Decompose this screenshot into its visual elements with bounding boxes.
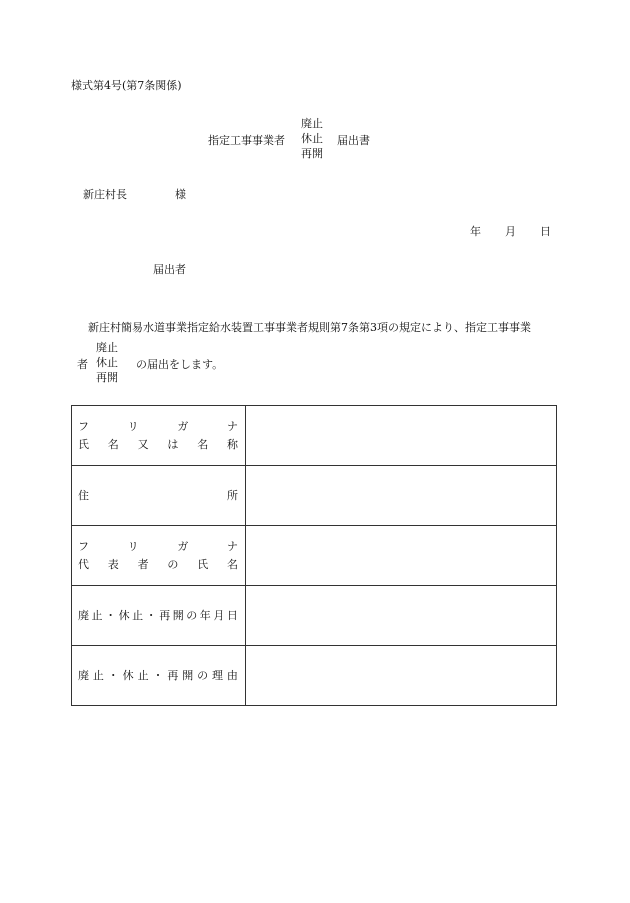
statement-suffix: の届出をします。 (136, 358, 224, 371)
title-option: 休止 (301, 132, 323, 145)
label-char: 名 (197, 438, 209, 451)
field-value[interactable] (246, 586, 557, 646)
label-char: 開 (172, 609, 184, 622)
label-char: 止 (92, 669, 104, 682)
label-char: フ (78, 540, 89, 553)
table-row-row-date (72, 586, 557, 646)
label-char: フ (78, 420, 89, 433)
label-char: 止 (132, 609, 144, 622)
label-char: ・ (105, 609, 117, 622)
field-label-line (72, 559, 245, 570)
label-char: 称 (226, 438, 238, 451)
label-char: 由 (226, 669, 238, 682)
title-suffix: 届出書 (337, 134, 370, 147)
label-char: 再 (167, 669, 179, 682)
label-char: 休 (122, 669, 134, 682)
field-label (72, 586, 246, 646)
field-label-line (72, 541, 245, 552)
addressee-name: 新庄村長 (83, 188, 127, 201)
statement-option: 休止 (96, 356, 118, 369)
label-char: ナ (226, 420, 238, 433)
field-label-line (72, 439, 245, 450)
title-options (301, 118, 323, 163)
field-value[interactable] (246, 466, 557, 526)
label-char: 者 (137, 558, 149, 571)
label-char: 休 (118, 609, 130, 622)
field-label (72, 466, 246, 526)
label-char: 年 (199, 609, 211, 622)
label-char: ・ (152, 669, 164, 682)
label-char: は (167, 438, 179, 451)
label-char: リ (127, 540, 139, 553)
statement-option: 廃止 (96, 341, 118, 354)
label-char: 名 (107, 438, 119, 451)
label-char: 住 (78, 489, 89, 502)
table-row-row-representative (72, 526, 557, 586)
label-char: の (186, 609, 198, 622)
label-char: 月 (213, 609, 225, 622)
label-char: 又 (137, 438, 149, 451)
label-char: 氏 (78, 438, 89, 451)
statement-prefix: 者 (77, 358, 88, 371)
table-row-row-address (72, 466, 557, 526)
field-value[interactable] (246, 526, 557, 586)
label-char: ナ (226, 540, 238, 553)
label-char: 開 (182, 669, 194, 682)
title-option: 再開 (301, 147, 323, 160)
form-number: 様式第4号(第7条関係) (71, 79, 182, 92)
label-char: 廃 (78, 609, 89, 622)
label-char: の (197, 669, 209, 682)
title-prefix: 指定工事事業者 (208, 134, 285, 147)
label-char: リ (127, 420, 139, 433)
label-char: 所 (227, 489, 238, 502)
table-row-row-name (72, 406, 557, 466)
date-month: 月 (505, 225, 516, 238)
addressee-honorific: 様 (175, 188, 186, 201)
field-label-line (72, 490, 245, 501)
field-label (72, 406, 246, 466)
statement-option: 再開 (96, 371, 118, 384)
field-value[interactable] (246, 406, 557, 466)
label-char: 止 (137, 669, 149, 682)
label-char: 表 (107, 558, 119, 571)
statement-line1: 新庄村簡易水道事業指定給水装置工事事業者規則第7条第3項の規定により、指定工事事業 (88, 321, 531, 334)
field-value[interactable] (246, 646, 557, 706)
label-char: ・ (107, 669, 119, 682)
label-char: 代 (78, 558, 89, 571)
label-char: ・ (145, 609, 157, 622)
label-char: の (167, 558, 179, 571)
statement-options (96, 342, 118, 387)
label-char: 氏 (197, 558, 209, 571)
label-char: ガ (177, 540, 189, 553)
label-char: 廃 (78, 669, 89, 682)
field-label-line (72, 610, 245, 621)
date-day: 日 (540, 225, 551, 238)
title-option: 廃止 (301, 117, 323, 130)
label-char: ガ (177, 420, 189, 433)
info-table (71, 405, 557, 706)
field-label (72, 526, 246, 586)
label-char: 日 (226, 609, 238, 622)
label-char: 止 (91, 609, 103, 622)
submitter-label: 届出者 (153, 263, 186, 276)
field-label-line (72, 421, 245, 432)
label-char: 理 (212, 669, 224, 682)
label-char: 名 (226, 558, 238, 571)
table-row-row-reason (72, 646, 557, 706)
field-label-line (72, 670, 245, 681)
field-label (72, 646, 246, 706)
date-year: 年 (470, 225, 481, 238)
label-char: 再 (159, 609, 171, 622)
